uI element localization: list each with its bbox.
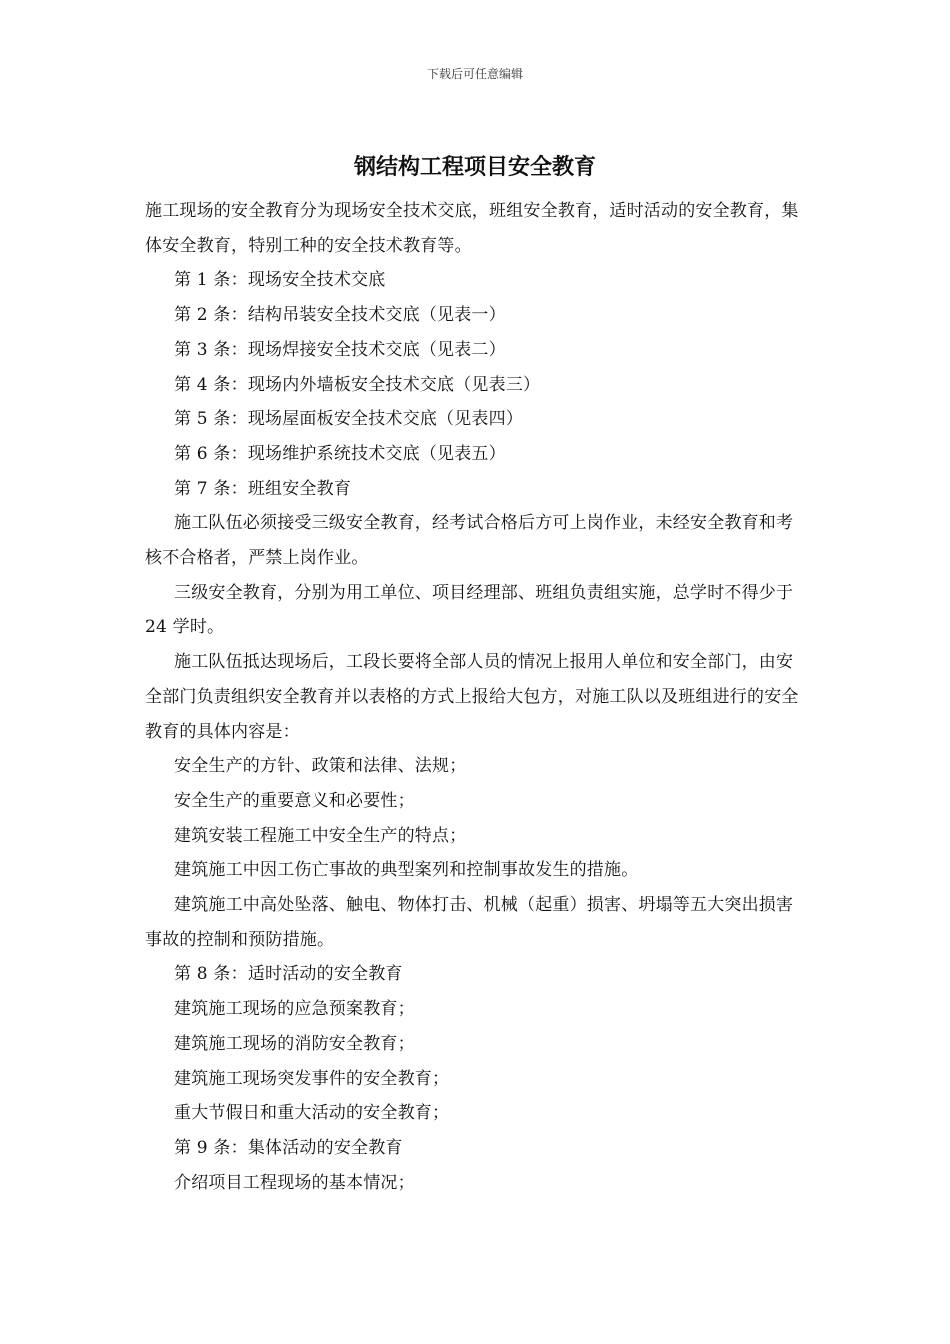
- paragraph-article-6: 第 6 条：现场维护系统技术交底（见表五）: [174, 443, 506, 464]
- header-note: 下载后可任意编辑: [426, 67, 523, 81]
- paragraph-article-7: 第 7 条：班组安全教育: [174, 478, 352, 499]
- paragraph-article-9: 第 9 条：集体活动的安全教育: [174, 1137, 403, 1158]
- list-item: 安全生产的重要意义和必要性；: [174, 790, 415, 811]
- paragraph-intro: 施工现场的安全教育分为现场安全技术交底，班组安全教育，适时活动的安全教育，集体安全教育，特别工种的安全技术教育等。: [145, 201, 799, 256]
- document-title: 钢结构工程项目安全教育: [353, 154, 596, 180]
- paragraph-article-2: 第 2 条：结构吊装安全技术交底（见表一）: [174, 305, 506, 326]
- list-item: 建筑施工现场的消防安全教育；: [174, 1033, 415, 1054]
- paragraph-article-5: 第 5 条：现场屋面板安全技术交底（见表四）: [174, 409, 524, 430]
- list-item: 建筑施工中高处坠落、触电、物体打击、机械（起重）损害、坍塌等五大突出损害事故的控制和预防措施。: [145, 895, 794, 950]
- list-item: 安全生产的方针、政策和法律、法规；: [174, 756, 467, 777]
- paragraph-team-requirement: 施工队伍必须接受三级安全教育，经考试合格后方可上岗作业，未经安全教育和考核不合格者，严禁上岗作业。: [145, 513, 794, 569]
- list-item: 建筑施工现场突发事件的安全教育；: [174, 1068, 450, 1089]
- list-item: 介绍项目工程现场的基本情况；: [174, 1172, 415, 1193]
- list-item: 建筑施工现场的应急预案教育；: [174, 999, 415, 1020]
- paragraph-article-3: 第 3 条：现场焊接安全技术交底（见表二）: [174, 339, 506, 360]
- paragraph-three-level: 三级安全教育，分别为用工单位、项目经理部、班组负责组实施，总学时不得少于 24 学时。: [145, 582, 794, 638]
- paragraph-article-8: 第 8 条：适时活动的安全教育: [174, 964, 403, 985]
- list-item: 建筑施工中因工伤亡事故的典型案列和控制事故发生的措施。: [174, 860, 639, 881]
- list-item: 重大节假日和重大活动的安全教育；: [174, 1103, 450, 1124]
- paragraph-arrival: 施工队伍抵达现场后，工段长要将全部人员的情况上报用人单位和安全部门，由安全部门负责组织安全教育并以表格的方式上报给大包方，对施工队以及班组进行的安全教育的具体内容是：: [145, 652, 799, 742]
- list-item: 建筑安装工程施工中安全生产的特点；: [174, 825, 467, 846]
- paragraph-article-1: 第 1 条：现场安全技术交底: [174, 270, 386, 291]
- document-body: [145, 194, 810, 1200]
- paragraph-article-4: 第 4 条：现场内外墙板安全技术交底（见表三）: [174, 374, 541, 395]
